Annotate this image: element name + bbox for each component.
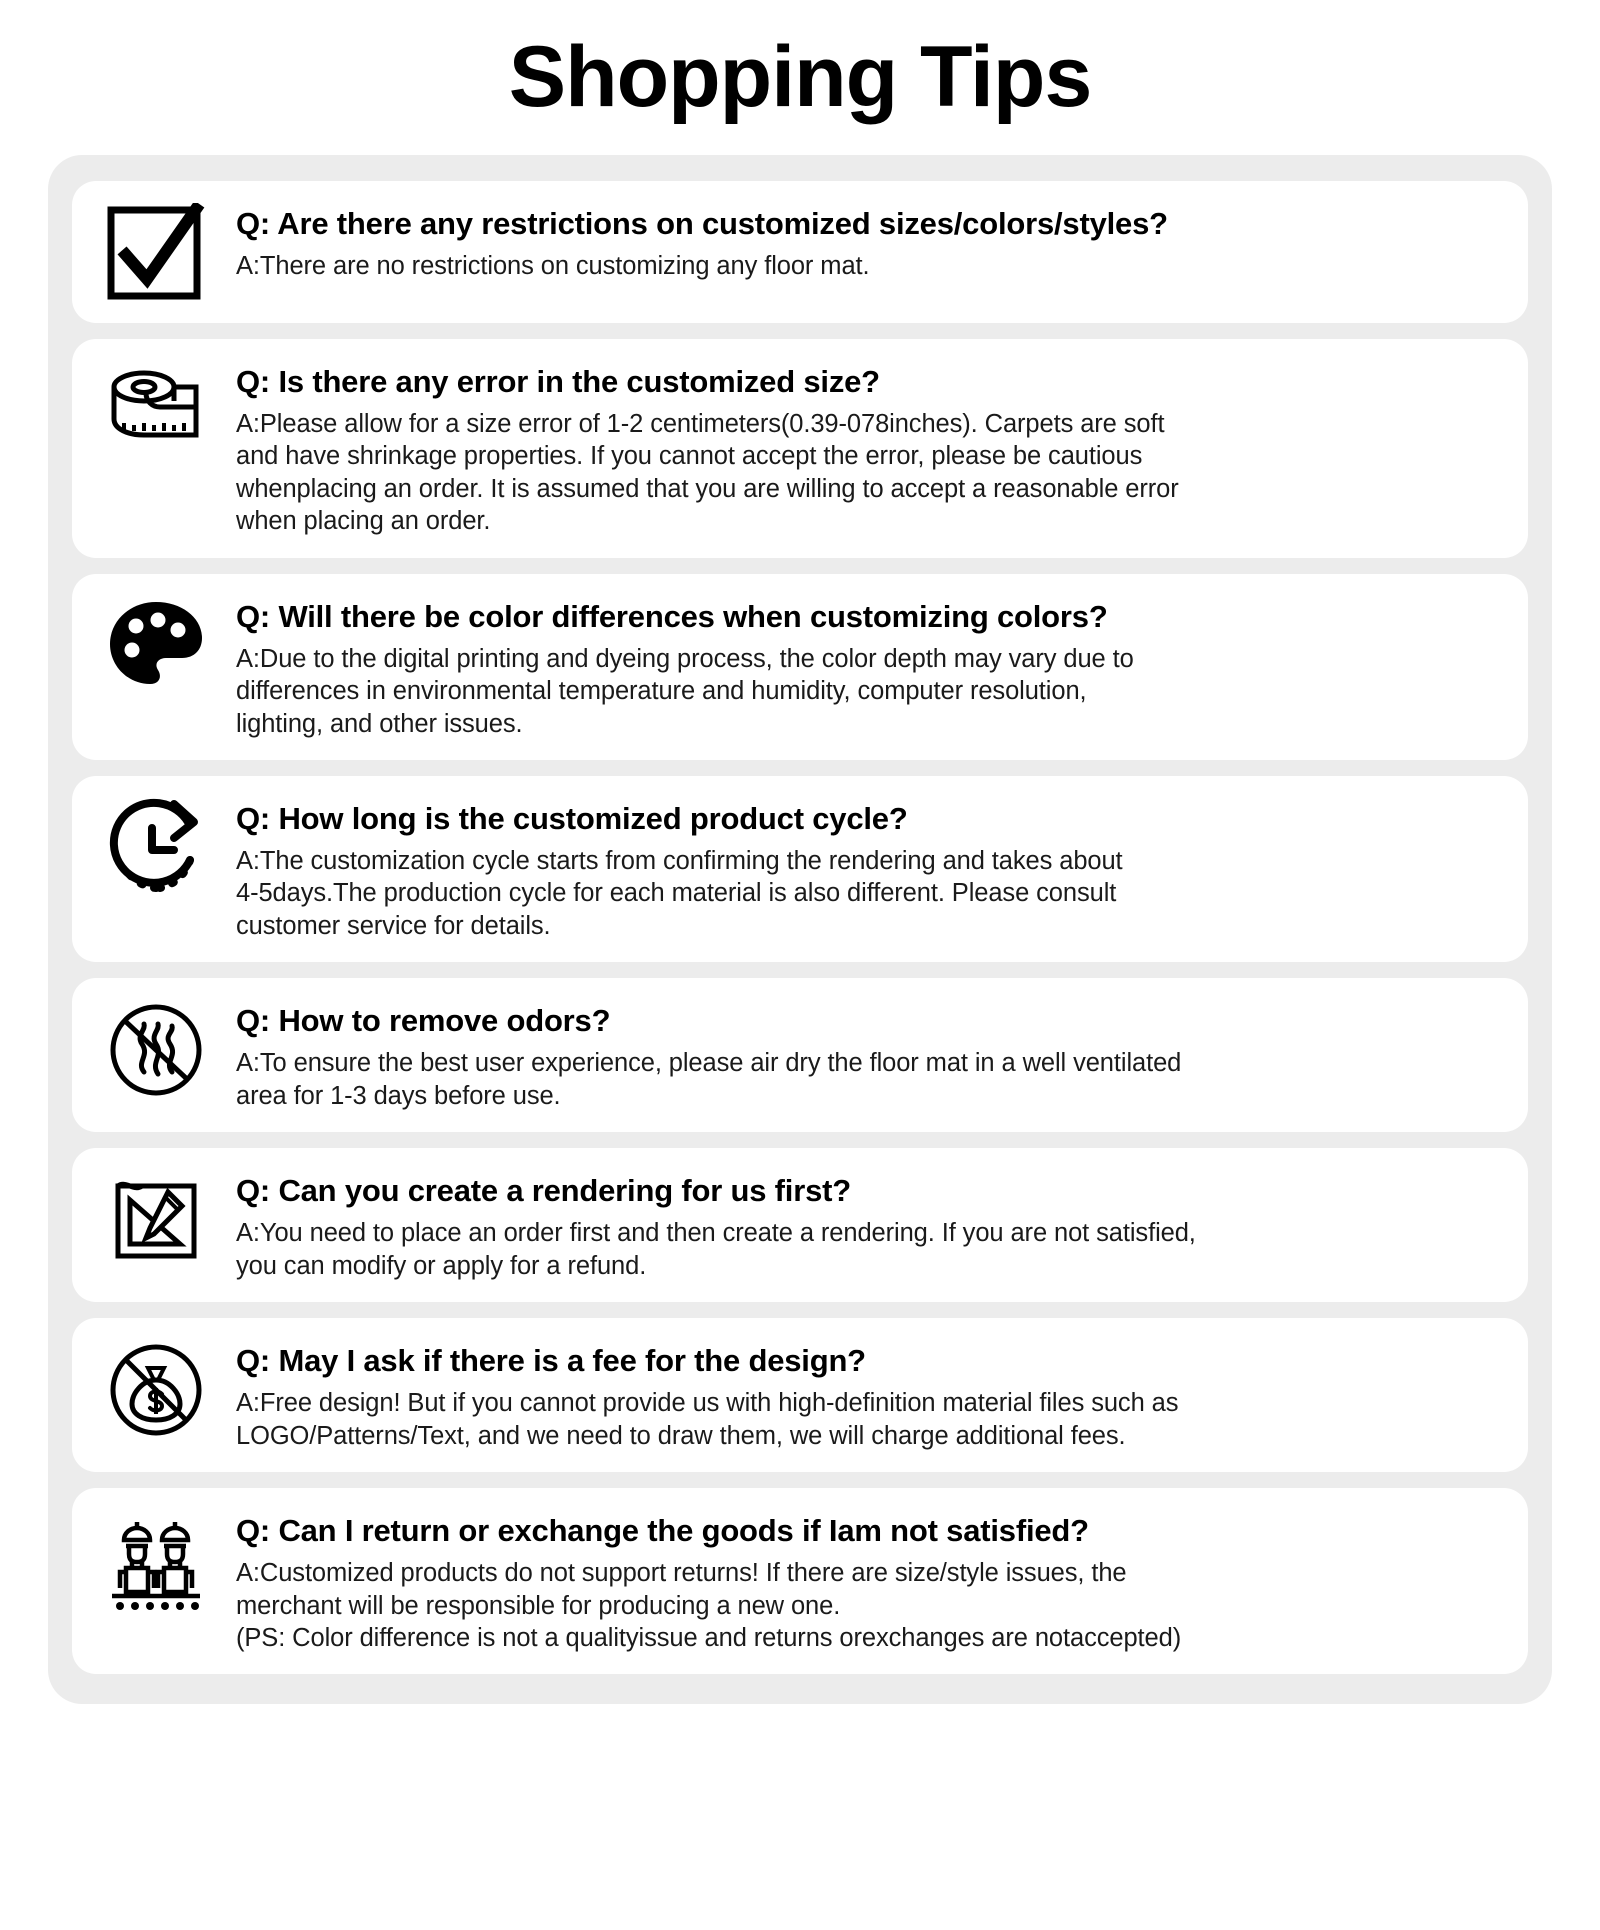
paint-palette-icon	[94, 592, 218, 692]
faq-text-block	[236, 1336, 1498, 1452]
faq-question: Q: Can you create a rendering for us first?	[236, 1173, 851, 1209]
faq-answer-line: differences in environmental temperature and humidity, computer resolution,	[236, 677, 1087, 706]
faq-answer-line: (PS: Color difference is not a qualityissue and returns orexchanges are notaccepted)	[236, 1623, 1182, 1652]
faq-answer-line: you can modify or apply for a refund.	[236, 1251, 647, 1280]
faq-question: Q: Can I return or exchange the goods if Iam not satisfied?	[236, 1513, 1089, 1549]
faq-answer	[236, 1557, 1498, 1654]
faq-answer	[236, 1387, 1498, 1452]
faq-answer-line: A:Customized products do not support returns! If there are size/style issues, the	[236, 1559, 1127, 1588]
faq-item-returns	[72, 1488, 1528, 1674]
clock-arrow-icon	[94, 794, 218, 898]
faq-answer-line: A:Please allow for a size error of 1-2 centimeters(0.39-078inches). Carpets are soft	[236, 410, 1165, 439]
faq-text-block	[236, 1506, 1498, 1654]
faq-item-color-difference	[72, 574, 1528, 760]
faq-item-production-cycle	[72, 776, 1528, 962]
faq-answer	[236, 408, 1498, 538]
faq-answer-line: and have shrinkage properties. If you cannot accept the error, please be cautious	[236, 442, 1143, 471]
faq-item-size-error	[72, 339, 1528, 558]
faq-item-odor-removal	[72, 978, 1528, 1132]
page-title: Shopping Tips	[508, 29, 1092, 125]
faq-panel	[48, 155, 1552, 1704]
faq-item-restrictions	[72, 181, 1528, 323]
faq-answer-line: area for 1-3 days before use.	[236, 1081, 561, 1110]
faq-answer	[236, 845, 1498, 942]
faq-answer-line: lighting, and other issues.	[236, 709, 523, 738]
shopping-tips-page	[0, 28, 1600, 1930]
faq-item-rendering	[72, 1148, 1528, 1302]
faq-answer	[236, 643, 1498, 740]
faq-question: Q: Is there any error in the customized size?	[236, 363, 880, 399]
faq-text-block	[236, 357, 1498, 538]
faq-answer-line: merchant will be responsible for producing a new one.	[236, 1591, 841, 1620]
faq-text-block	[236, 996, 1498, 1112]
faq-text-block	[236, 794, 1498, 942]
faq-text-block	[236, 1166, 1498, 1282]
faq-question: Q: How to remove odors?	[236, 1003, 611, 1039]
faq-question: Q: How long is the customized product cycle?	[236, 800, 908, 836]
faq-question: Q: Are there any restrictions on customized sizes/colors/styles?	[236, 205, 1168, 241]
faq-answer-line: A:The customization cycle starts from confirming the rendering and takes about	[236, 847, 1123, 876]
faq-question: Q: May I ask if there is a fee for the design?	[236, 1343, 866, 1379]
measuring-tape-icon	[94, 357, 218, 457]
faq-answer-line: 4-5days.The production cycle for each material is also different. Please consult	[236, 879, 1117, 908]
blueprint-pencil-icon	[94, 1166, 218, 1268]
faq-text-block	[236, 199, 1498, 283]
faq-answer	[236, 250, 1498, 282]
no-odor-icon	[94, 996, 218, 1100]
faq-answer-line: A:There are no restrictions on customizing any floor mat.	[236, 252, 870, 281]
faq-question: Q: Will there be color differences when customizing colors?	[236, 598, 1108, 634]
faq-answer-line: when placing an order.	[236, 507, 491, 536]
factory-workers-icon	[94, 1506, 218, 1614]
checkbox-check-icon	[94, 199, 218, 303]
faq-text-block	[236, 592, 1498, 740]
faq-answer-line: A:To ensure the best user experience, please air dry the floor mat in a well ventilated	[236, 1049, 1182, 1078]
faq-answer	[236, 1217, 1498, 1282]
faq-answer-line: customer service for details.	[236, 911, 551, 940]
faq-answer-line: LOGO/Patterns/Text, and we need to draw them, we will charge additional fees.	[236, 1421, 1126, 1450]
faq-answer-line: A:You need to place an order first and then create a rendering. If you are not satisfied,	[236, 1219, 1196, 1248]
faq-answer	[236, 1047, 1498, 1112]
faq-answer-line: whenplacing an order. It is assumed that you are willing to accept a reasonable error	[236, 474, 1179, 503]
faq-item-design-fee	[72, 1318, 1528, 1472]
faq-answer-line: A:Due to the digital printing and dyeing process, the color depth may vary due to	[236, 644, 1134, 673]
no-money-bag-icon	[94, 1336, 218, 1440]
faq-answer-line: A:Free design! But if you cannot provide us with high-definition material files such as	[236, 1389, 1179, 1418]
